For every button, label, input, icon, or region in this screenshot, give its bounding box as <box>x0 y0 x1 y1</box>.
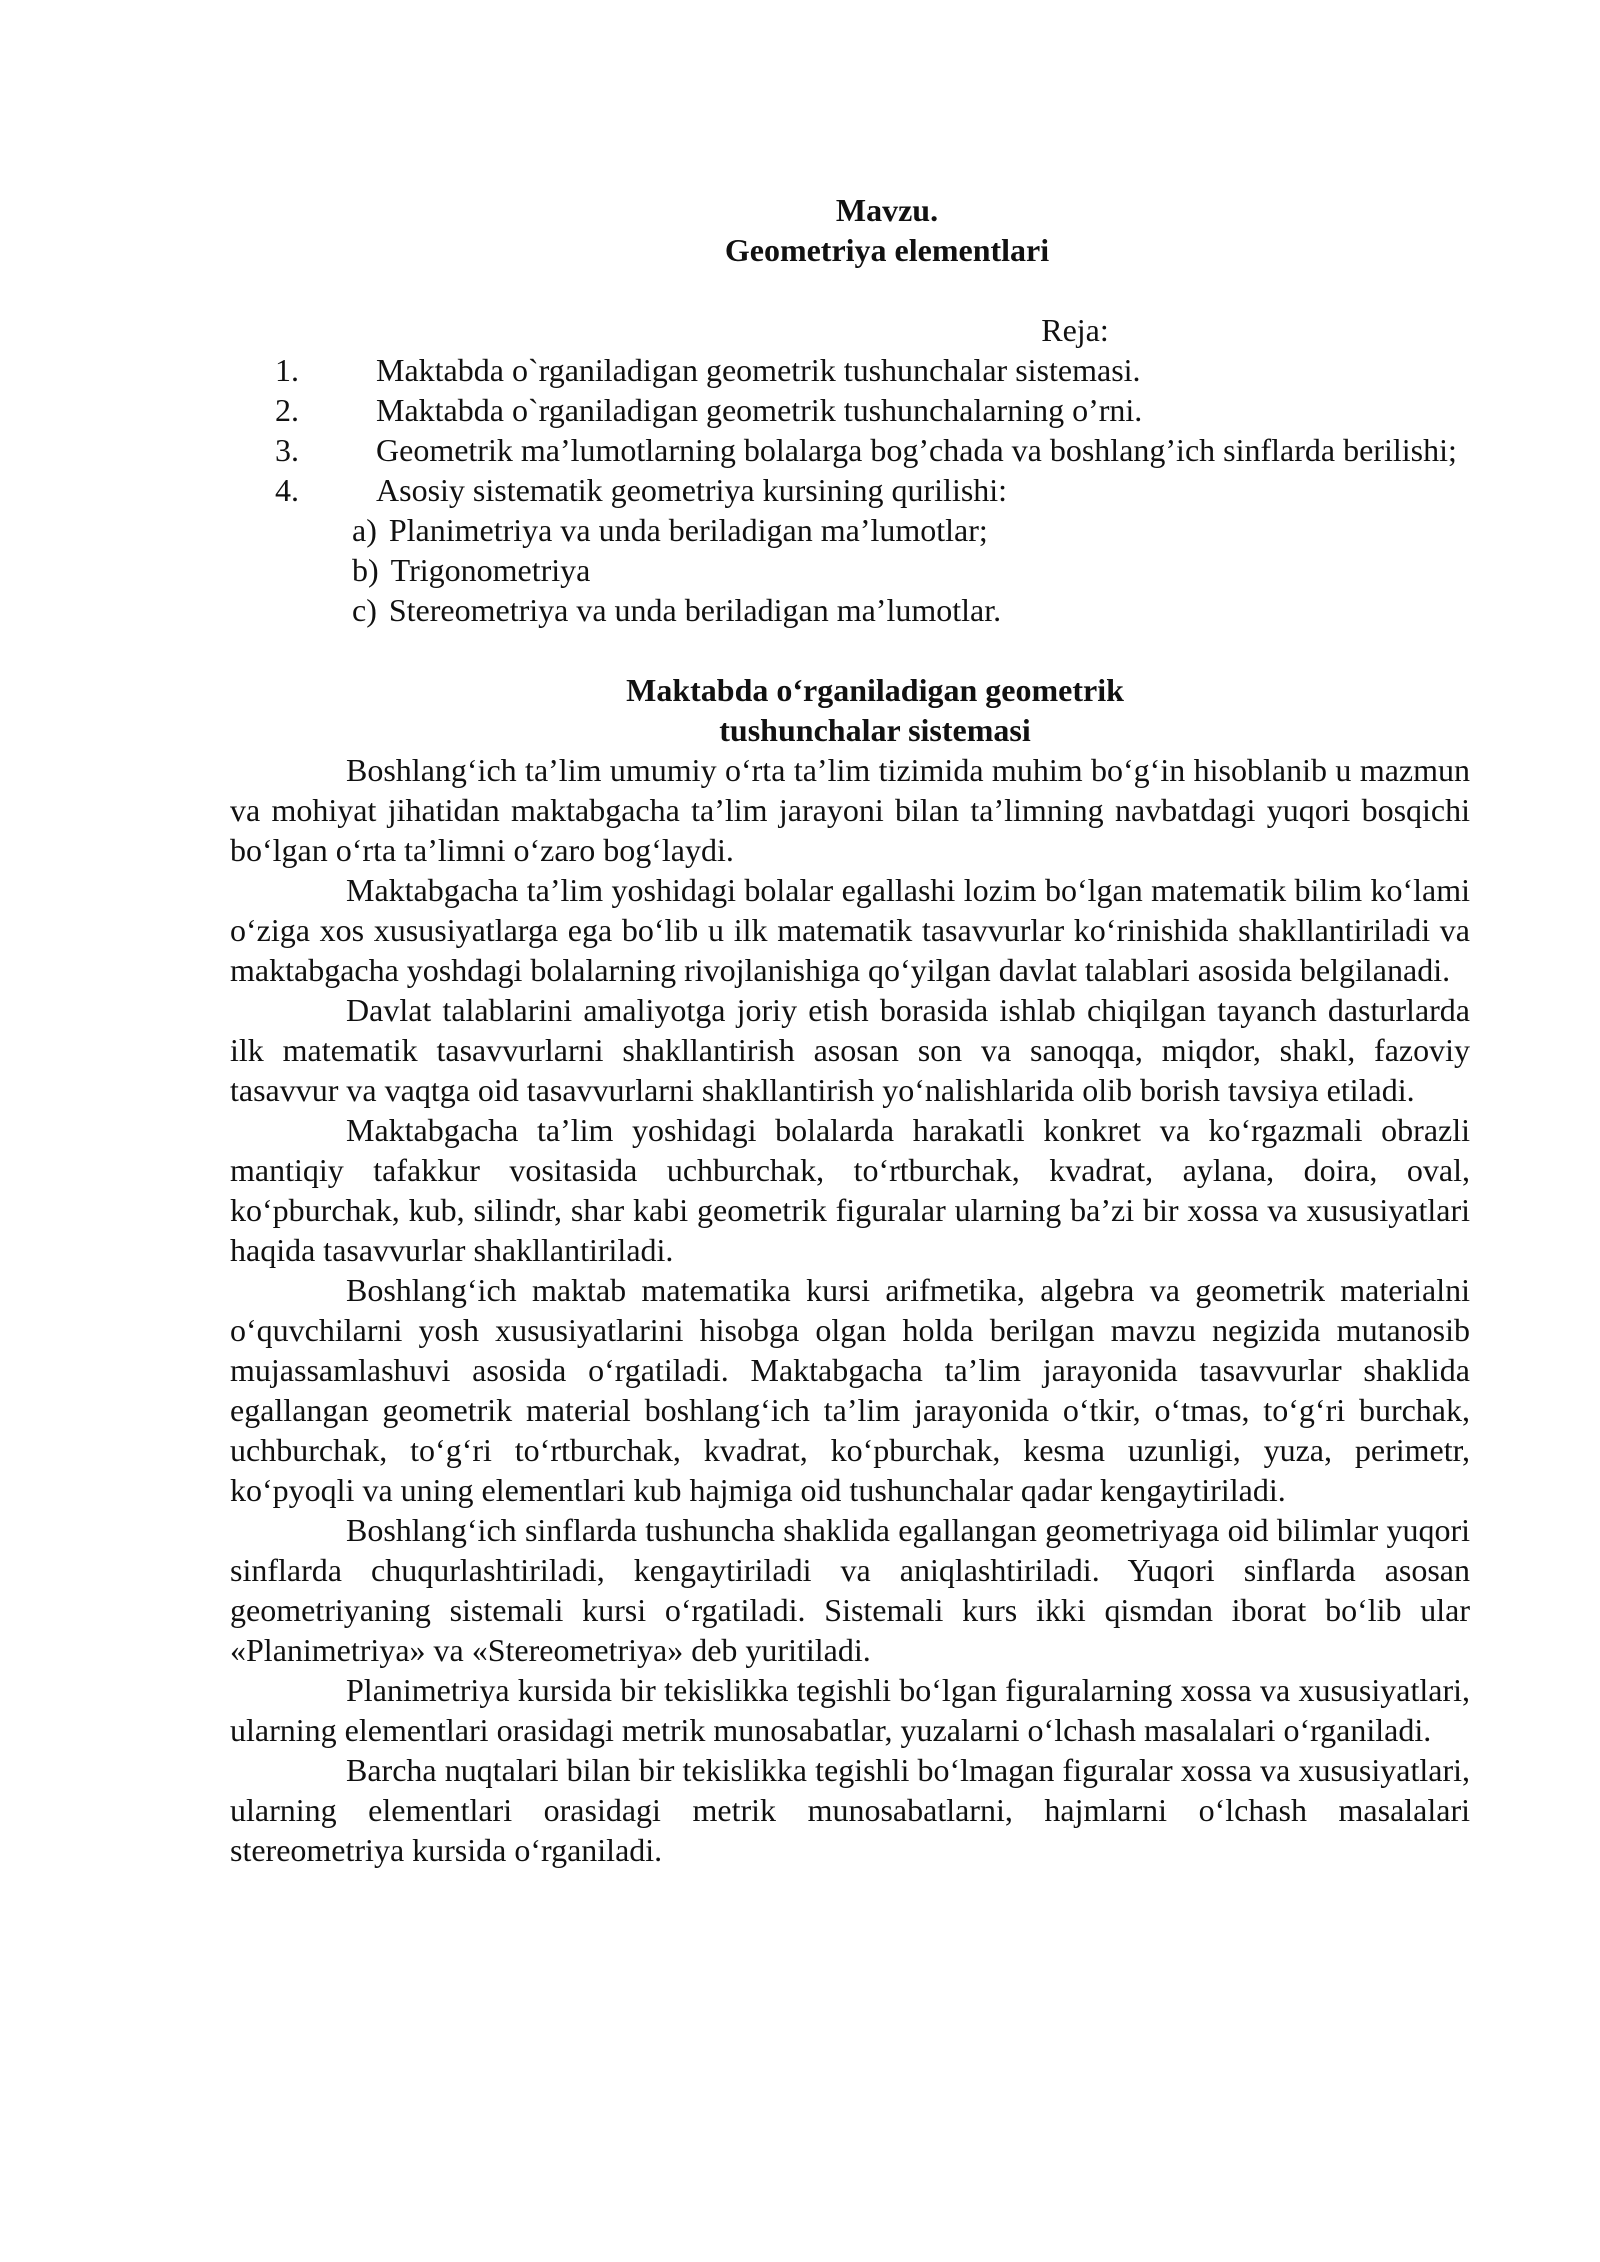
plan-list <box>230 350 1470 510</box>
plan-subitem <box>230 550 1470 590</box>
plan-item-text: Maktabda o`rganiladigan geometrik tushunchalarning o’rni. <box>376 392 1143 428</box>
plan-item <box>230 470 1470 510</box>
plan-item-number: 1. <box>275 352 299 388</box>
body-paragraph: Boshlang‘ich ta’lim umumiy o‘rta ta’lim tizimida muhim bo‘g‘in hisoblanib u mazmun va mohiyat jihatidan maktabgacha ta’lim jarayoni bilan ta’limning navbatdagi yuqori bosqichi bo‘lgan o‘rta ta’limni o‘zaro bog‘laydi. <box>230 752 1470 868</box>
plan-subitem <box>230 510 1470 550</box>
section-heading <box>230 670 1470 750</box>
topic-label: Mavzu. <box>835 192 939 228</box>
section-heading-line: tushunchalar sistemasi <box>719 712 1031 748</box>
plan-item-text: Asosiy sistematik geometriya kursining qurilishi: <box>376 472 1008 508</box>
plan-heading: Reja: <box>1041 312 1109 348</box>
plan-item-number: 2. <box>275 392 299 428</box>
plan-sublist <box>230 510 1470 630</box>
topic-title: Geometriya elementlari <box>724 232 1050 268</box>
plan-subitem-text: Stereometriya va unda beriladigan ma’lumotlar. <box>388 592 1002 628</box>
body-paragraph: Barcha nuqtalari bilan bir tekislikka tegishli bo‘lmagan figuralar xossa va xususiyatlari, ularning elementlari orasidagi metrik munosabatlarni, hajmlarni o‘lchash masalalari stereometriya kursida o‘rganiladi. <box>230 1752 1470 1868</box>
plan-item-number: 4. <box>275 472 299 508</box>
plan-subitem <box>230 590 1470 630</box>
section-heading-line: Maktabda o‘rganiladigan geometrik <box>626 672 1124 708</box>
plan-subitem-marker: a) <box>352 512 377 548</box>
plan-item-text: Maktabda o`rganiladigan geometrik tushunchalar sistemasi. <box>376 352 1141 388</box>
plan-subitem-text: Planimetriya va unda beriladigan ma’lumotlar; <box>388 512 988 548</box>
plan-item-number: 3. <box>275 432 299 468</box>
plan-subitem-text: Trigonometriya <box>390 552 591 588</box>
body-paragraph: Boshlang‘ich maktab matematika kursi arifmetika, algebra va geometrik materialni o‘quvchilarni yosh xususiyatlarini hisobga olgan holda berilgan mavzu negizida mutanosib mujassamlashuvi asosida o‘rgatiladi. Maktabgacha ta’lim jarayonida tasavvurlar shaklida egallangan geometrik material boshlang‘ich ta’lim jarayonida o‘tkir, o‘tmas, to‘g‘ri burchak, uchburchak, to‘g‘ri to‘rtburchak, kvadrat, ko‘pburchak, kesma uzunligi, yuza, perimetr, ko‘pyoqli va uning elementlari kub hajmiga oid tushunchalar qadar kengaytiriladi. <box>230 1272 1470 1508</box>
plan-item-text: Geometrik ma’lumotlarning bolalarga bog’chada va boshlang’ich sinflarda berilishi; <box>376 432 1457 468</box>
title-block <box>230 190 1470 270</box>
body-paragraph: Maktabgacha ta’lim yoshidagi bolalar egallashi lozim bo‘lgan matematik bilim ko‘lami o‘ziga xos xususiyatlarga ega bo‘lib u ilk matematik tasavvurlar ko‘rinishida shakllantiriladi va maktabgacha yoshdagi bolalarning rivojlanishiga qo‘yilgan davlat talablari asosida belgilanadi. <box>230 872 1470 988</box>
document-page <box>230 190 1470 1870</box>
body-paragraph: Planimetriya kursida bir tekislikka tegishli bo‘lgan figuralarning xossa va xususiyatlari, ularning elementlari orasidagi metrik munosabatlar, yuzalarni o‘lchash masalalari o‘rganiladi. <box>230 1672 1470 1748</box>
plan-subitem-marker: c) <box>352 592 377 628</box>
plan-item <box>230 430 1470 470</box>
plan-item <box>230 390 1470 430</box>
body-paragraph: Maktabgacha ta’lim yoshidagi bolalarda harakatli konkret va ko‘rgazmali obrazli mantiqiy tafakkur vositasida uchburchak, to‘rtburchak, kvadrat, aylana, doira, oval, ko‘pburchak, kub, silindr, shar kabi geometrik figuralar ularning ba’zi bir xossa va xususiyatlari haqida tasavvurlar shakllantiriladi. <box>230 1112 1470 1268</box>
body-paragraph: Boshlang‘ich sinflarda tushuncha shaklida egallangan geometriyaga oid bilimlar yuqori sinflarda chuqurlashtiriladi, kengaytiriladi va aniqlashtiriladi. Yuqori sinflarda asosan geometriyaning sistemali kursi o‘rgatiladi. Sistemali kurs ikki qismdan iborat bo‘lib ular «Planimetriya» va «Stereometriya» deb yuritiladi. <box>230 1512 1470 1668</box>
body-paragraph: Davlat talablarini amaliyotga joriy etish borasida ishlab chiqilgan tayanch dasturlarda ilk matematik tasavvurlarni shakllantirish asosan son va sanoqqa, miqdor, shakl, fazoviy tasavvur va vaqtga oid tasavvurlarni shakllantirish yo‘nalishlarida olib borish tavsiya etiladi. <box>230 992 1470 1108</box>
plan-subitem-marker: b) <box>352 552 379 588</box>
plan-item <box>230 350 1470 390</box>
